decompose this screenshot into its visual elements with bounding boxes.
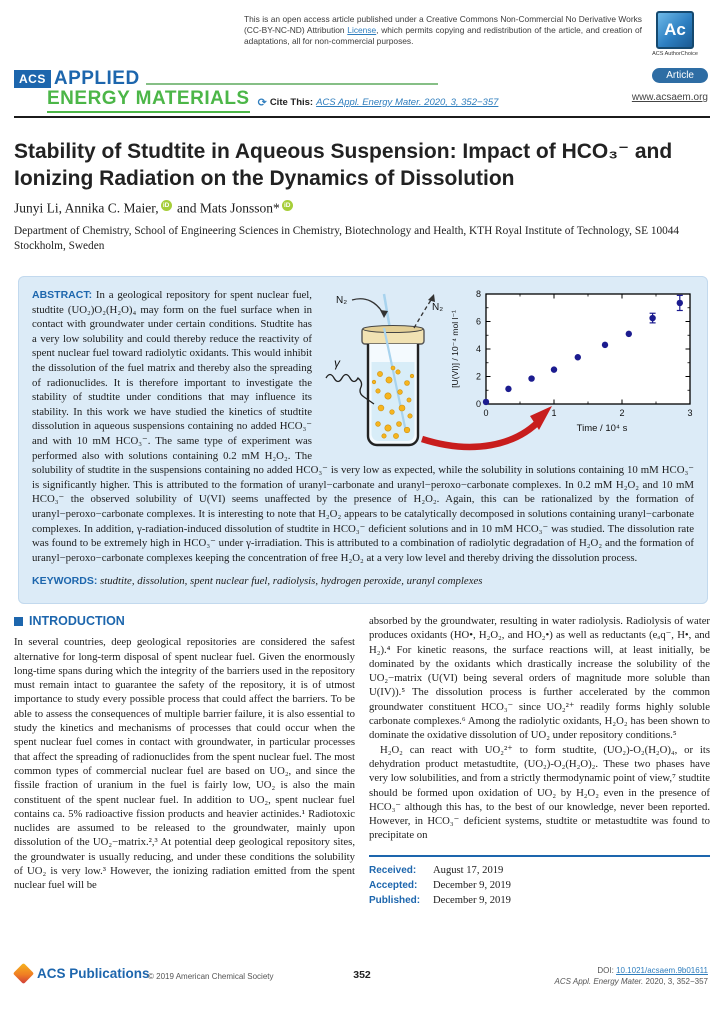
license-link[interactable]: License bbox=[347, 25, 377, 35]
open-access-notice bbox=[244, 14, 642, 47]
accepted-label: Accepted: bbox=[369, 879, 418, 891]
acs-publications-text: ACS Publications bbox=[37, 966, 150, 981]
footer-citation bbox=[554, 977, 708, 988]
notice-text-1: This is an open access article published under a Creative Commons Non-Commercial No Derivative Works (CC-BY-NC-ND) Attribution bbox=[244, 14, 642, 35]
svg-text:0: 0 bbox=[475, 399, 481, 409]
intro-paragraph-right-1: absorbed by the groundwater, resulting in water radiolysis. Radiolysis of water produces oxidants (HO•, H₂O₂, and HO₂•) as well as reductants (eₐq⁻, H•, and H₂).⁴ For kinetic reasons, the surface reactions will, at least initially, be dominated by the oxidants which drastically increase the solubility of the UO₂−matrix (U(VI) being several orders of magnitude more soluble than U(IV)).⁵ The dissolution process is further accelerated by the common groundwater constituent HCO₃⁻ since UO₂²⁺ readily forms highly soluble carbonate complexes.⁶ Among the radiolytic oxidants, H₂O₂ has been shown to dominate the oxidative dissolution of UO₂ under repository conditions.⁵ bbox=[369, 615, 710, 742]
footer-citation-rest: 2020, 3, 352−357 bbox=[643, 976, 708, 986]
published-label: Published: bbox=[369, 894, 421, 906]
keywords-line bbox=[32, 574, 694, 588]
n2-outlet-label: N₂ bbox=[432, 302, 444, 313]
section-heading-introduction bbox=[14, 614, 355, 628]
abstract-label: ABSTRACT: bbox=[32, 289, 93, 301]
doi-link[interactable]: 10.1021/acsaem.9b01611 bbox=[616, 966, 708, 975]
intro-paragraph-right-2: H₂O₂ can react with UO₂²⁺ to form studtite, (UO₂)-O₂(H₂O)₄, or its dehydration product metastudtite, (UO₂)-O₂(H₂O)₂. These two phases have very low solubilities, and from a strictly thermodynamic point of view,⁷ studtite should be formed upon oxidation of UO₂ by H₂O₂ even in the presence of HCO₃⁻ although this has, to the best of our knowledge, never been reported. However, in HCO₃⁻ deficient systems, studtite or metastudtite was found to precipitate on bbox=[369, 743, 710, 842]
footer-citation-journal: ACS Appl. Energy Mater. bbox=[554, 976, 644, 986]
published-row bbox=[369, 893, 710, 908]
cite-this-icon: ⟳ bbox=[257, 97, 267, 109]
authors-part-2: and Mats Jonsson* bbox=[173, 200, 280, 216]
journal-masthead bbox=[14, 66, 710, 118]
page-footer bbox=[16, 964, 708, 1004]
dates-rule bbox=[369, 855, 710, 857]
svg-text:6: 6 bbox=[475, 316, 481, 327]
acs-logo: ACS bbox=[14, 70, 51, 88]
graphical-abstract-svg bbox=[322, 288, 694, 458]
abstract-box bbox=[18, 276, 708, 604]
svg-text:2: 2 bbox=[475, 371, 481, 382]
acs-publications-logo bbox=[16, 966, 150, 981]
graphical-abstract bbox=[322, 288, 694, 458]
svg-text:Time / 10⁴ s: Time / 10⁴ s bbox=[576, 423, 628, 434]
journal-name-energy-materials: ENERGY MATERIALS bbox=[47, 89, 250, 113]
doi-block bbox=[554, 966, 708, 987]
author-choice-caption: ACS AuthorChoice bbox=[652, 51, 698, 57]
author-list bbox=[14, 200, 714, 217]
section-heading-text: INTRODUCTION bbox=[29, 614, 125, 628]
abstract-text-full: containing 0.2 mM H₂O₂. The solubility of studtite in the suspensions containing no added HCO₃⁻ is very low as expected, while the solubility in solutions containing 10 mM HCO₃⁻ is significantly higher. This is attributed to the formation of uranyl−carbonate and uranyl−peroxo−carbonate complexes. In 0.2 mM H₂O₂ and 10 mM HCO₃⁻ the observed solubility of U(VI) seems unaffected by the presence of H₂O₂. Again, this can be rationalized by the formation of uranyl−peroxo−carbonate complexes. It is interesting to note that H₂O₂ appears to be catalytically decomposed in solutions containing uranyl−carbonate complexes. In addition, γ-radiation-induced dissolution of studtite in HCO₃⁻ deficient solutions and in 10 mM HCO₃⁻ was studied. The dissolution rate was found to be extremely high in HCO₃⁻ under γ-irradiation. This is attributed to a combination of radiolytic degradation of H₂O₂ and the formation of uranyl−peroxo−carbonate complexes keeping the concentration of free H₂O₂ at a very low level and thereby driving the dissolution process. bbox=[32, 449, 694, 564]
gamma-label: γ bbox=[334, 356, 340, 370]
doi-label: DOI: bbox=[597, 966, 614, 975]
copyright-notice: © 2019 American Chemical Society bbox=[148, 972, 274, 981]
page-number: 352 bbox=[353, 969, 371, 981]
keywords-label: KEYWORDS: bbox=[32, 575, 98, 588]
svg-text:2: 2 bbox=[619, 408, 625, 418]
acs-diamond-icon bbox=[13, 963, 34, 984]
article-type-badge: Article bbox=[652, 68, 708, 83]
received-label: Received: bbox=[369, 864, 417, 876]
svg-text:8: 8 bbox=[475, 289, 481, 299]
svg-text:4: 4 bbox=[475, 344, 481, 354]
masthead-rule bbox=[146, 83, 438, 85]
author-choice-icon: Ac bbox=[656, 11, 694, 49]
author-choice-badge bbox=[652, 11, 698, 57]
intro-paragraph-left: In several countries, deep geological repositories are considered the safest alternative for long-term disposal of spent nuclear fuel. Given the enormously long-time spans during which the integrity of the barriers used in the repository must remain intact to guarantee the safety of the repository, it is of utmost importance to study every possible process that could affect the barriers. To be able to assess the consequences of multiple barrier failure, it is also essential to study the kinetics and mechanisms of processes that could occur when the spent nuclear fuel comes in contact with groundwater, in particular processes that affect the spreading of radionuclides from the spent nuclear fuel. The most common types of commercial nuclear fuel are based on UO₂, and since the fissile fraction of uranium in the fuel is fairly low, UO₂ is also the main constituent of the spent nuclear fuel. In addition to UO₂, spent nuclear fuel contains ca. 5% radioactive fission products and heavier actinides.¹ Radiotoxic nuclides are assumed to be released to the groundwater, mainly upon dissolution of the UO₂−matrix.²,³ At potential deep geological repository sites, the groundwater is usually reducing, and under these conditions the solubility of UO₂ is very low.³ However, the ionizing radiation emitted from the spent nuclear fuel will be bbox=[14, 636, 355, 892]
n2-inlet-label: N₂ bbox=[336, 295, 348, 306]
cite-this-label: Cite This: bbox=[269, 97, 314, 108]
abstract-text-beside: In a geological repository for spent nuclear fuel, studtite (UO₂)O₂(H₂O)₄ may form on the fuel surface when in contact with groundwater under certain conditions. Studtite has a very low solubility and could thereby reduce the reactivity of spent nuclear fuel toward radiolytic oxidants. This would inhibit the dissolution of the fuel matrix and thereby also the spreading of radionuclides. It is therefore important to investigate the stability of studtite under conditions that may influence its stability. In this work we have studied the kinetics of studtite dissolution in aqueous suspensions containing no added HCO₃⁻ and with 10 mM HCO₃⁻. The same type of experiment was performed also with solutions bbox=[32, 289, 312, 462]
red-arrow bbox=[422, 419, 541, 447]
journal-name-applied: APPLIED bbox=[53, 68, 140, 89]
accepted-row bbox=[369, 878, 710, 893]
dissolution-scatter-plot bbox=[450, 289, 693, 434]
page-title: Stability of Studtite in Aqueous Suspension: Impact of HCO₃⁻ and Ionizing Radiation on the Dynamics of Dissolution bbox=[14, 140, 673, 190]
received-row bbox=[369, 863, 710, 878]
journal-website-link[interactable]: www.acsaem.org bbox=[631, 92, 708, 103]
right-column bbox=[369, 614, 710, 908]
article-body bbox=[14, 614, 710, 908]
article-dates bbox=[369, 855, 710, 908]
authors-part-1: Junyi Li, Annika C. Maier, bbox=[14, 200, 159, 216]
svg-text:3: 3 bbox=[687, 408, 693, 418]
keywords-text: studtite, dissolution, spent nuclear fuel, radiolysis, hydrogen peroxide, uranyl complexes bbox=[100, 575, 483, 588]
accepted-date: December 9, 2019 bbox=[433, 879, 511, 891]
left-column bbox=[14, 614, 355, 908]
svg-text:0: 0 bbox=[483, 408, 489, 418]
cite-this-link[interactable]: ACS Appl. Energy Mater. 2020, 3, 352−357 bbox=[316, 97, 499, 108]
orcid-icon[interactable]: iD bbox=[282, 200, 293, 211]
svg-text:[U(VI)] / 10⁻⁴ mol l⁻¹: [U(VI)] / 10⁻⁴ mol l⁻¹ bbox=[450, 310, 460, 388]
svg-text:1: 1 bbox=[551, 408, 557, 418]
section-bullet-icon bbox=[14, 617, 23, 626]
notice-text-2: , which permits copying and redistribution of the article, and creation of adaptations, all for non-commercial purposes. bbox=[244, 25, 642, 46]
orcid-icon[interactable]: iD bbox=[161, 200, 172, 211]
affiliation: Department of Chemistry, School of Engineering Sciences in Chemistry, Biotechnology and Health, KTH Royal Institute of Technology, SE 10044 Stockholm, Sweden bbox=[14, 225, 680, 252]
received-date: August 17, 2019 bbox=[433, 864, 504, 876]
published-date: December 9, 2019 bbox=[433, 894, 511, 906]
